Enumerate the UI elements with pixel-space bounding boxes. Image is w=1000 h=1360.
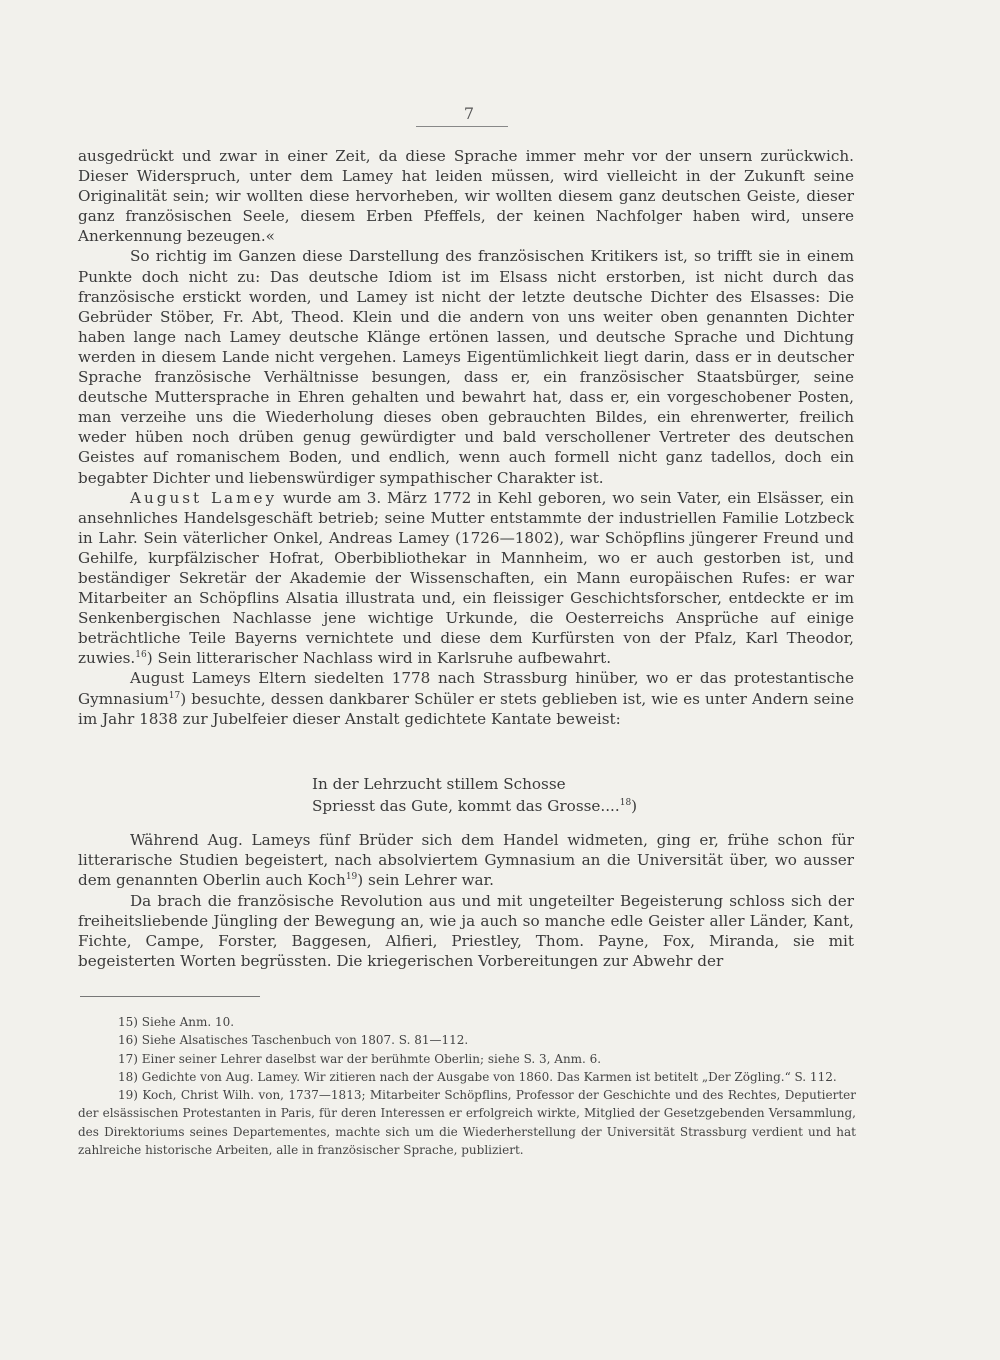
page-number: 7 bbox=[463, 104, 475, 123]
footnote-ref-19: 19 bbox=[345, 872, 358, 883]
footnote-17: 17) Einer seiner Lehrer daselbst war der berühmte Oberlin; siehe S. 3, Anm. 6. bbox=[118, 1051, 602, 1066]
footnotes bbox=[78, 1013, 856, 1159]
verse-close: ) bbox=[631, 797, 638, 815]
footnote-ref-18: 18 bbox=[619, 797, 632, 808]
footnote-rule bbox=[80, 996, 260, 997]
paragraph-4-text-a: August Lameys Eltern siedelten 1778 nach Strassburg hinüber, wo er das protestantische Gymnasium bbox=[78, 669, 854, 708]
paragraph-5-text-a: Während Aug. Lameys fünf Brüder sich dem Handel widmeten, ging er, frühe schon für litterarische Studien begeistert, nach absolviertem Gymnasium an die Universität über, wo ausser dem genannten Oberlin auch Koch bbox=[78, 831, 854, 890]
paragraph-5-text-b: ) sein Lehrer war. bbox=[357, 871, 494, 890]
body-text-lower bbox=[78, 830, 854, 971]
footnote-18: 18) Gedichte von Aug. Lamey. Wir zitieren nach der Ausgabe von 1860. Das Karmen ist betitelt „Der Zögling.“ S. 112. bbox=[118, 1069, 837, 1084]
paragraph-1: ausgedrückt und zwar in einer Zeit, da diese Sprache immer mehr vor der unsern zurückwich. Dieser Widerspruch, unter dem Lamey hat leiden müssen, wird vielleicht in der Zukunft seine Originalität sein; wir wollten diese hervorheben, wir wollten diesem ganz deutschen Geiste, dieser ganz französischen Seele, diesem Erben Pfeffels, der keinen Nachfolger haben wird, unsere Anerkennung bezeugen.« bbox=[78, 147, 854, 246]
footnote-15: 15) Siehe Anm. 10. bbox=[118, 1015, 235, 1029]
paragraph-4-text-b: ) besuchte, dessen dankbarer Schüler er stets geblieben ist, wie es unter Andern seine im Jahr 1838 zur Jubelfeier dieser Anstalt gedichtete Kantate beweist: bbox=[78, 689, 854, 728]
paragraph-3 bbox=[78, 488, 854, 669]
footnote-19: 19) Koch, Christ Wilh. von, 1737—1813; Mitarbeiter Schöpflins, Professor der Geschichte und des Rechtes, Deputierter der elsässischen Protestanten in Paris, für deren Interessen er erfolgreich wirkte, Mitglied der Gesetzgebenden Versammlung, des Direktoriums seines Departementes, machte sich um die Wiederherstellung der Universität Strassburg verdient und hat zahlreiche historische Arbeiten, alle in französischer Sprache, publiziert. bbox=[78, 1088, 856, 1158]
footnote-ref-16: 16 bbox=[135, 650, 147, 661]
person-name: August Lamey bbox=[130, 488, 278, 507]
verse-line-2 bbox=[312, 795, 772, 817]
paragraph-3-tail: ) Sein litterarischer Nachlass wird in Karlsruhe aufbewahrt. bbox=[146, 649, 612, 668]
page-number-rule bbox=[416, 126, 508, 127]
footnote-ref-17: 17 bbox=[168, 690, 181, 701]
verse-line-2-text: Spriesst das Gute, kommt das Grosse.... bbox=[312, 797, 620, 815]
body-text-upper bbox=[78, 146, 854, 729]
paragraph-4 bbox=[78, 668, 854, 728]
paragraph-2: So richtig im Ganzen diese Darstellung des französischen Kritikers ist, so trifft sie in einem Punkte doch nicht zu: Das deutsche Idiom ist im Elsass nicht erstorben, ist nicht durch das französische erstickt worden, und Lamey ist nicht der letzte deutsche Dichter des Elsasses: Die Gebrüder Stöber, Fr. Abt, Theod. Klein und die andern von uns weiter oben genannten Dichter haben lange nach Lamey deutsche Klänge ertönen lassen, und deutsche Sprache und Dichtung werden in diesem Lande nicht vergehen. Lameys Eigentümlichkeit liegt darin, dass er in deutscher Sprache französische Verhältnisse besungen, dass er, ein französischer Staatsbürger, seine deutsche Muttersprache in Ehren gehalten und bewahrt hat, dass er, ein vorgeschobener Posten, man verzeihe uns die Wiederholung dieses oben gebrauchten Bildes, ein ehrenwerter, freilich weder hüben noch drüben genug gewürdigter und bald verschollener Vertreter des deutschen Geistes auf romanischem Boden, und endlich, wenn auch formell nicht ganz tadellos, doch ein begabter Dichter und liebenswürdiger sympathischer Charakter ist. bbox=[78, 247, 854, 487]
paragraph-3-text: wurde am 3. März 1772 in Kehl geboren, wo sein Vater, ein Elsässer, ein ansehnliches Handelsgeschäft betrieb; seine Mutter entstammte der industriellen Familie Lotzbeck in Lahr. Sein väterlicher Onkel, Andreas Lamey (1726—1802), war Schöpflins jüngerer Freund und Gehilfe, kurpfälzischer Hofrat, Oberbibliothekar in Mannheim, wo er auch gestorben ist, und beständiger Sekretär der Akademie der Wissenschaften, ein Mann europäischen Rufes: er war Mitarbeiter an Schöpflins Alsatia illustrata und, ein fleissiger Geschichtsforscher, entdeckte er im Senkenbergischen Nachlasse jene wichtige Urkunde, die Oesterreichs Ansprüche auf einige beträchtliche Teile Bayerns vernichtete und diese dem Kurfürsten von der Pfalz, Karl Theodor, zuwies. bbox=[78, 488, 854, 668]
footnote-16: 16) Siehe Alsatisches Taschenbuch von 1807. S. 81—112. bbox=[118, 1033, 469, 1048]
paragraph-5 bbox=[78, 830, 854, 891]
verse-line-1: In der Lehrzucht stillem Schosse bbox=[312, 775, 566, 793]
paragraph-6: Da brach die französische Revolution aus und mit ungeteilter Begeisterung schloss sich der freiheitsliebende Jüngling der Bewegung an, wie ja auch so manche edle Geister aller Länder, Kant, Fichte, Campe, Forster, Baggesen, Alfieri, Priestley, Thom. Payne, Fox, Miranda, sie mit begeisterten Worten begrüssten. Die kriegerischen Vorbereitungen zur Abwehr der bbox=[78, 891, 854, 971]
